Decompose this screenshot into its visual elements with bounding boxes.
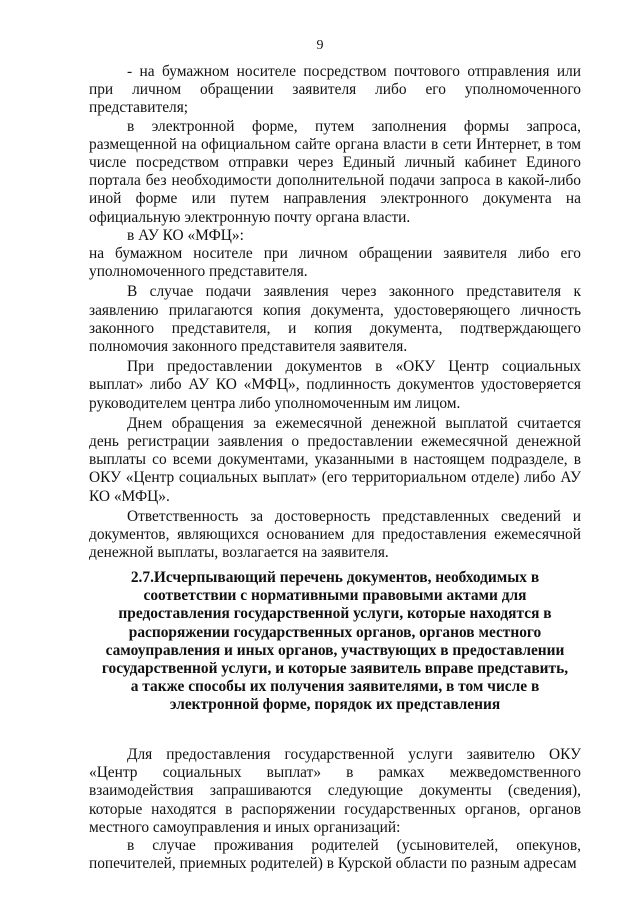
section-heading	[100, 569, 570, 715]
paragraph-document-authentication: При предоставлении документов в «ОКУ Центр социальных выплат» либо АУ КО «МФЦ», подлинность документов удостоверяется руководителем центра либо уполномоченным им лицом.	[89, 358, 581, 412]
paragraph-interagency-request: Для предоставления государственной услуги заявителю ОКУ «Центр социальных выплат» в рамках межведомственного взаимодействия запрашиваются следующие документы (сведения), которые находятся в распоряжении государственных органов, органов местного самоуправления и иных организаций:	[89, 746, 581, 836]
paragraph-legal-representative: В случае подачи заявления через законного представителя к заявлению прилагаются копия документа, удостоверяющего личность законного представителя, и копия документа, подтверждающего полномочия законного представителя заявителя.	[89, 283, 581, 356]
body-text	[89, 63, 581, 562]
paragraph-mfc-paper: на бумажном носителе при личном обращении заявителя либо его уполномоченного представителя.	[89, 245, 581, 281]
paragraph-paper-post: - на бумажном носителе посредством почтового отправления или при личном обращении заявителя либо его уполномоченного представителя;	[89, 63, 581, 117]
paragraph-mfc-label: в АУ КО «МФЦ»:	[127, 226, 244, 244]
paragraph-responsibility: Ответственность за достоверность представленных сведений и документов, являющихся основанием для предоставления ежемесячной денежной выплаты, возлагается на заявителя.	[89, 507, 581, 562]
paragraph-application-date: Днем обращения за ежемесячной денежной выплатой считается день регистрации заявления о предоставлении ежемесячной денежной выплаты со всеми документами, указанными в настоящем подразделе, в ОКУ «Центр социальных выплат» (его территориальном отделе) либо АУ КО «МФЦ».	[89, 414, 581, 505]
paragraph-electronic-form: в электронной форме, путем заполнения формы запроса, размещенной на официальном сайте органа власти в сети Интернет, в том числе посредством отправки через Единый личный кабинет Единого портала без необходимости дополнительной подачи запроса в какой-либо иной форме или путем направления электронного документа на официальную электронную почту органа власти.	[89, 117, 581, 226]
section-heading-text: 2.7.Исчерпывающий перечень документов, необходимых в соответствии с нормативными правовыми актами для предоставления государственной услуги, которые находятся в распоряжении государственных органов, органов местного самоуправления и иных органов, участвующих в предоставлении государственной услуги, и которые заявитель вправе представить, а также способы их получения заявителями, в том числе в электронной форме, порядок их представления	[101, 569, 569, 714]
page-number: 9	[316, 38, 324, 53]
tail-text	[89, 746, 581, 873]
paragraph-parents-residence: в случае проживания родителей (усыновителей, опекунов, попечителей, приемных родителей) в Курской области по разным адресам	[89, 837, 581, 873]
